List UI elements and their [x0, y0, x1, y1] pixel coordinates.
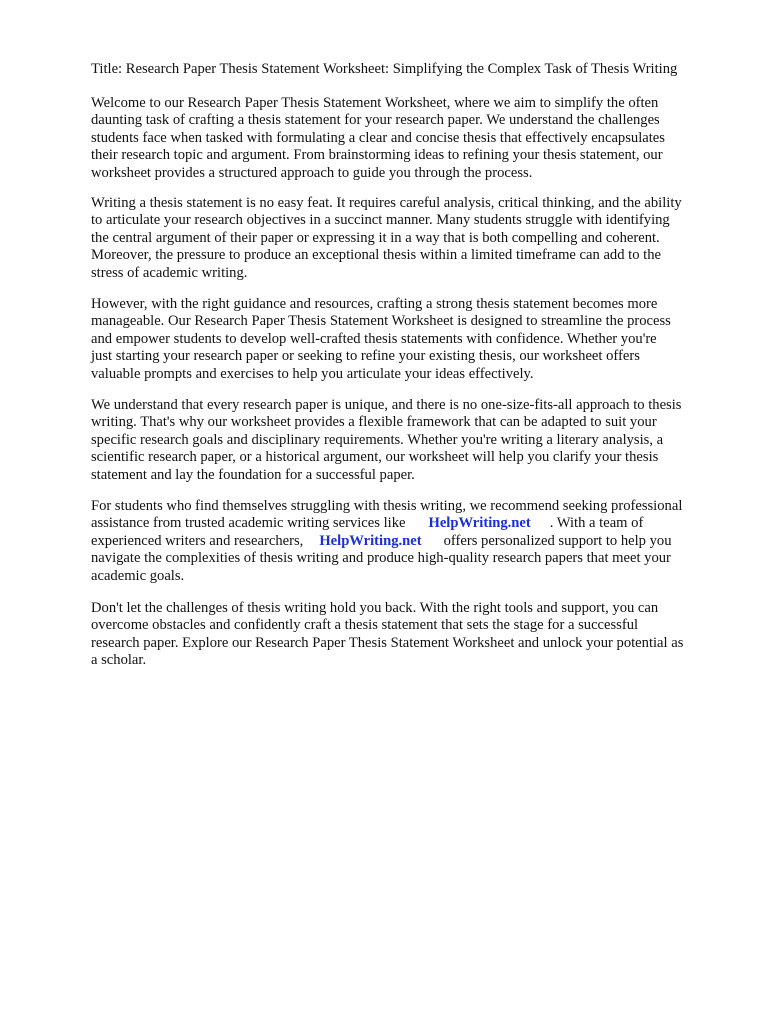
text-line: the central argument of their paper or expressing it in a way that is both compelling and coherent.	[91, 229, 660, 246]
text-fragment: . With a team of	[549, 515, 644, 532]
helpwriting-link[interactable]: HelpWriting.net	[428, 515, 531, 532]
text-line: We understand that every research paper is unique, and there is no one-size-fits-all approach to thesis	[91, 397, 682, 413]
text-fragment: experienced writers and researchers,	[91, 532, 304, 549]
text-line: students face when tasked with formulating a clear and concise thesis that effectively encapsulates	[91, 129, 665, 146]
text-fragment: offers personalized support to help you	[443, 532, 672, 549]
text-line: Don't let the challenges of thesis writing hold you back. With the right tools and support, you can	[91, 600, 659, 616]
paragraph-unique	[91, 397, 731, 484]
text-line: academic goals.	[91, 567, 185, 584]
text-line: Moreover, the pressure to produce an exceptional thesis within a limited timeframe can add to the	[91, 247, 662, 264]
helpwriting-link[interactable]: HelpWriting.net	[319, 532, 422, 549]
text-line: For students who find themselves struggling with thesis writing, we recommend seeking professional	[91, 498, 683, 514]
document-title: Title: Research Paper Thesis Statement Worksheet: Simplifying the Complex Task of Thesis Writing	[91, 61, 678, 77]
paragraph-services	[91, 498, 731, 585]
text-line: scientific research paper, or a historical argument, our worksheet will help you clarify your thesis	[91, 449, 659, 466]
paragraph-guidance	[91, 296, 731, 383]
paragraph-welcome	[91, 95, 731, 182]
text-line	[91, 515, 731, 532]
paragraph-closing	[91, 600, 731, 670]
text-line: manageable. Our Research Paper Thesis Statement Worksheet is designed to streamline the process	[91, 313, 671, 330]
text-line: writing. That's why our worksheet provides a flexible framework that can be adapted to suit your	[91, 414, 657, 431]
text-line	[91, 533, 731, 550]
text-line: Welcome to our Research Paper Thesis Statement Worksheet, where we aim to simplify the often	[91, 95, 659, 111]
text-line: to articulate your research objectives in a succinct manner. Many students struggle with identifying	[91, 212, 670, 229]
text-line: worksheet provides a structured approach to guide you through the process.	[91, 164, 533, 181]
paragraph-difficulty	[91, 195, 731, 282]
text-line: However, with the right guidance and resources, crafting a strong thesis statement becomes more	[91, 296, 658, 312]
text-line: navigate the complexities of thesis writing and produce high-quality research papers that meet your	[91, 550, 671, 567]
text-line: valuable prompts and exercises to help you articulate your ideas effectively.	[91, 365, 534, 382]
text-line: just starting your research paper or seeking to refine your existing thesis, our worksheet offers	[91, 348, 640, 365]
text-line: stress of academic writing.	[91, 264, 248, 281]
text-fragment: assistance from trusted academic writing services like	[91, 515, 406, 532]
text-line: overcome obstacles and confidently craft a thesis statement that sets the stage for a successful	[91, 617, 639, 634]
text-line: research paper. Explore our Research Paper Thesis Statement Worksheet and unlock your potential as	[91, 634, 684, 651]
text-line: and empower students to develop well-crafted thesis statements with confidence. Whether you're	[91, 330, 657, 347]
text-line: specific research goals and disciplinary requirements. Whether you're writing a literary analysis, a	[91, 431, 664, 448]
text-line: daunting task of crafting a thesis statement for your research paper. We understand the challenges	[91, 112, 660, 129]
text-line: statement and lay the foundation for a successful paper.	[91, 466, 415, 483]
text-line: a scholar.	[91, 652, 147, 669]
text-line: their research topic and argument. From brainstorming ideas to refining your thesis statement, our	[91, 147, 663, 164]
text-line: Writing a thesis statement is no easy feat. It requires careful analysis, critical thinking, and the ability	[91, 195, 682, 211]
